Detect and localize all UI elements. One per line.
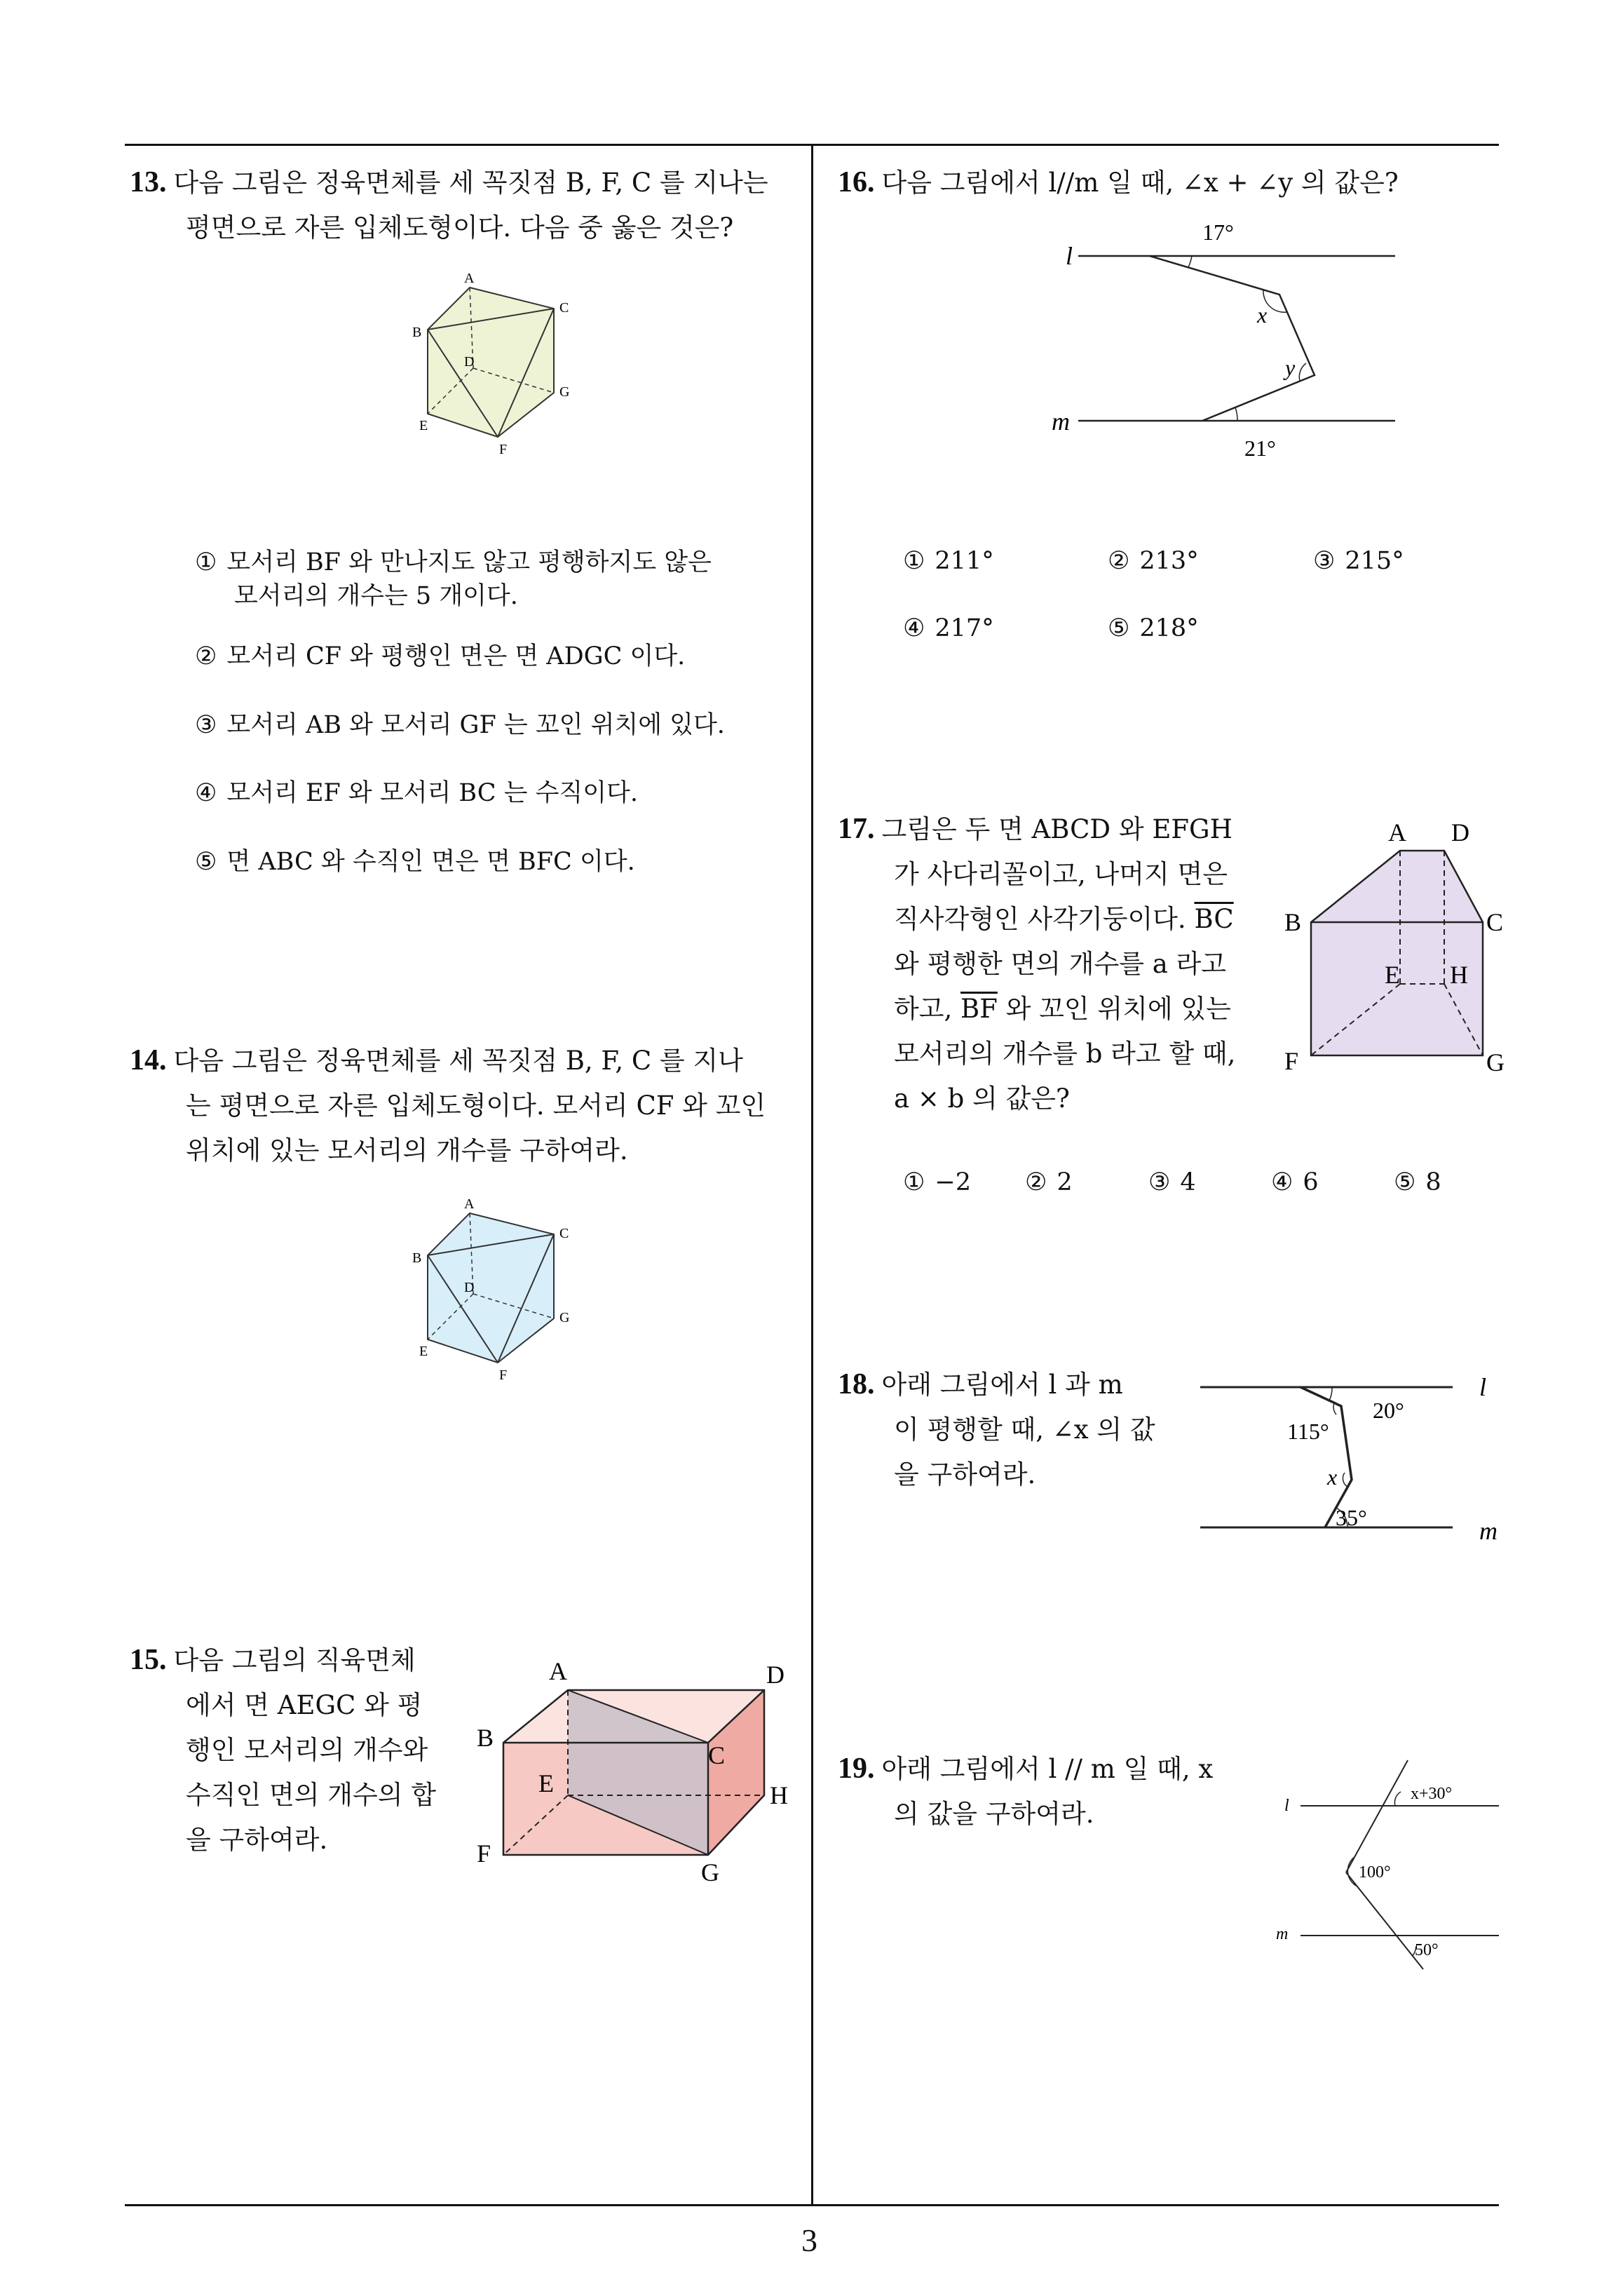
- option-text: 218°: [1139, 614, 1199, 642]
- angle-label: 20°: [1373, 1398, 1404, 1423]
- cube-figure-q14: [407, 1196, 568, 1385]
- question-text: 는 평면으로 자른 입체도형이다. 모서리 CF 와 꼬인: [186, 1090, 766, 1121]
- question-text: [838, 897, 1272, 942]
- vertex-label: A: [464, 271, 475, 286]
- page-number: 3: [801, 2222, 817, 2258]
- option-4[interactable]: [903, 612, 994, 645]
- vertex-label: A: [549, 1657, 567, 1685]
- question-number: 16.: [838, 166, 875, 198]
- parallel-lines-figure-q16: [1052, 214, 1444, 466]
- vertex-label: D: [464, 1280, 475, 1295]
- vertex-label: D: [464, 354, 475, 370]
- question-15: [130, 1637, 466, 1863]
- question-text: a × b 의 값은?: [894, 1083, 1070, 1114]
- question-text: 와 평행한 면의 개수를 a 라고: [894, 949, 1227, 979]
- option-1[interactable]: [903, 1166, 971, 1199]
- question-text: 평면으로 자른 입체도형이다. 다음 중 옳은 것은?: [186, 212, 734, 243]
- option-mark: ⑤: [195, 848, 217, 876]
- option-1[interactable]: [195, 546, 798, 613]
- vertex-label: A: [464, 1196, 475, 1212]
- cube-figure-q13: [407, 270, 568, 459]
- question-text: 아래 그림에서 l // m 일 때, x: [881, 1754, 1214, 1784]
- vertex-label: B: [477, 1724, 494, 1752]
- angle-label: 50°: [1415, 1941, 1439, 1959]
- vertex-label: F: [499, 1368, 508, 1383]
- option-3[interactable]: [1313, 544, 1404, 578]
- option-text: 모서리 AB 와 모서리 GF 는 꼬인 위치에 있다.: [226, 711, 725, 739]
- question-text: 위치에 있는 모서리의 개수를 구하여라.: [186, 1135, 628, 1166]
- vertex-label: E: [419, 1344, 428, 1359]
- question-text: 다음 그림에서 l//m 일 때, ∠x + ∠y 의 값은?: [881, 168, 1399, 198]
- angle-arc: [1329, 1387, 1332, 1400]
- angle-arc: [1188, 256, 1192, 267]
- vertex-label: B: [412, 325, 422, 340]
- option-2[interactable]: [1108, 544, 1199, 578]
- angle-label: 35°: [1336, 1505, 1367, 1530]
- option-text: 213°: [1139, 547, 1199, 575]
- option-2[interactable]: [1025, 1166, 1073, 1199]
- question-text: 의 값을 구하여라.: [894, 1799, 1094, 1829]
- option-mark: ①: [903, 1168, 925, 1196]
- angle-label: x: [1257, 302, 1268, 327]
- vertex-label: E: [419, 418, 428, 433]
- line-label: l: [1479, 1373, 1487, 1401]
- question-number: 19.: [838, 1753, 875, 1785]
- question-text: 아래 그림에서 l 과 m: [881, 1370, 1123, 1400]
- bottom-rule: [125, 2204, 1499, 2206]
- option-text: 모서리 BF 와 만나지도 않고 평행하지도 않은: [226, 548, 712, 576]
- vertex-label: F: [499, 442, 508, 457]
- question-number: 17.: [838, 813, 875, 845]
- option-2[interactable]: [195, 640, 685, 673]
- question-number: 18.: [838, 1368, 875, 1400]
- option-text: 모서리 CF 와 평행인 면은 면 ADGC 이다.: [226, 642, 686, 670]
- question-text: 행인 모서리의 개수와: [186, 1735, 428, 1765]
- parallel-lines-figure-q18: [1199, 1368, 1514, 1550]
- option-mark: ⑤: [1394, 1168, 1416, 1196]
- option-text: 8: [1425, 1168, 1441, 1196]
- vertex-label: H: [1450, 961, 1468, 989]
- option-text: 211°: [935, 547, 994, 575]
- option-3[interactable]: [195, 708, 725, 742]
- angle-label: 21°: [1244, 435, 1276, 461]
- option-text: 2: [1057, 1168, 1073, 1196]
- segment-bf: $\overline{BF}$: [960, 994, 998, 1024]
- vertex-label: C: [1486, 908, 1504, 936]
- option-mark: ④: [195, 779, 217, 807]
- option-text: 6: [1303, 1168, 1319, 1196]
- option-mark: ④: [903, 614, 925, 642]
- parallel-lines-figure-q19: [1276, 1746, 1507, 1971]
- option-mark: ⑤: [1108, 614, 1130, 642]
- question-text: 그림은 두 면 ABCD 와 EFGH: [881, 814, 1232, 844]
- option-text: 215°: [1345, 547, 1404, 575]
- option-mark: ③: [1148, 1168, 1171, 1196]
- question-number: 13.: [130, 166, 167, 198]
- question-17: [838, 806, 1272, 1121]
- option-mark: ③: [195, 711, 217, 739]
- option-text: 모서리 EF 와 모서리 BC 는 수직이다.: [226, 779, 638, 807]
- option-mark: ①: [903, 547, 925, 575]
- option-4[interactable]: [1271, 1166, 1319, 1199]
- option-text: −2: [935, 1168, 971, 1196]
- vertex-label: B: [412, 1250, 422, 1266]
- question-13: [130, 160, 803, 250]
- angle-arc: [1333, 1403, 1336, 1414]
- question-text: 수직인 면의 개수의 합: [186, 1780, 436, 1810]
- question-text: 직사각형인 사각기둥이다.: [894, 904, 1186, 934]
- option-5[interactable]: [1394, 1166, 1441, 1199]
- question-18: [838, 1362, 1188, 1497]
- question-text: 을 구하여라.: [186, 1825, 328, 1855]
- vertex-label: E: [1385, 961, 1400, 989]
- option-mark: ③: [1313, 547, 1336, 575]
- angle-arc: [1235, 407, 1237, 421]
- option-mark: ②: [1108, 547, 1130, 575]
- zigzag: [1150, 256, 1315, 421]
- angle-arc: [1394, 1792, 1401, 1806]
- option-mark: ②: [195, 642, 217, 670]
- angle-label: y: [1285, 355, 1296, 380]
- prism-fill: [1311, 851, 1483, 1055]
- vertex-label: C: [708, 1741, 726, 1769]
- question-text: 가 사다리꼴이고, 나머지 면은: [894, 859, 1228, 889]
- question-text: 다음 그림의 직육면체: [173, 1645, 416, 1675]
- question-text: 다음 그림은 정육면체를 세 꼭짓점 B, F, C 를 지나는: [173, 168, 768, 198]
- question-number: 15.: [130, 1644, 167, 1676]
- option-mark: ①: [195, 548, 217, 576]
- option-text: 217°: [935, 614, 994, 642]
- line-label: m: [1052, 407, 1070, 435]
- question-14: [130, 1038, 803, 1173]
- vertex-label: E: [538, 1769, 554, 1797]
- vertex-label: A: [1388, 818, 1406, 846]
- vertex-label: C: [559, 300, 569, 316]
- vertex-label: D: [766, 1661, 785, 1689]
- question-19: [838, 1746, 1272, 1837]
- angle-label: 100°: [1359, 1863, 1391, 1882]
- line-label: m: [1276, 1925, 1289, 1943]
- option-5[interactable]: [195, 845, 635, 879]
- vertex-label: G: [1486, 1048, 1505, 1076]
- vertex-label: G: [701, 1858, 719, 1886]
- option-text: 4: [1180, 1168, 1196, 1196]
- transversal: [1346, 1760, 1408, 1872]
- question-text: 에서 면 AEGC 와 평: [186, 1690, 423, 1720]
- transversal: [1346, 1872, 1423, 1969]
- prism-figure-q17: [1283, 817, 1514, 1076]
- line-label: l: [1066, 242, 1073, 270]
- angle-arc: [1343, 1473, 1347, 1487]
- question-text: [838, 987, 1272, 1032]
- option-text: 면 ABC 와 수직인 면은 면 BFC 이다.: [226, 848, 635, 876]
- question-text: 이 평행할 때, ∠x 의 값: [894, 1414, 1155, 1445]
- option-1[interactable]: [903, 544, 994, 578]
- question-text: 을 구하여라.: [894, 1459, 1036, 1490]
- question-16: [838, 160, 1490, 205]
- vertex-label: C: [559, 1226, 569, 1241]
- question-number: 14.: [130, 1044, 167, 1076]
- angle-label: 115°: [1287, 1419, 1329, 1444]
- option-4[interactable]: [195, 776, 638, 810]
- option-mark: ②: [1025, 1168, 1047, 1196]
- angle-label: x: [1327, 1464, 1338, 1490]
- angle-label: 17°: [1202, 220, 1234, 245]
- vertex-label: G: [559, 1310, 570, 1325]
- line-label: m: [1479, 1517, 1498, 1545]
- option-5[interactable]: [1108, 612, 1199, 645]
- segment-bc: $\overline{BC}$: [1194, 904, 1234, 934]
- question-text: 모서리의 개수를 b 라고 할 때,: [894, 1039, 1236, 1069]
- angle-label: x+30°: [1411, 1785, 1453, 1803]
- vertex-label: D: [1451, 818, 1469, 846]
- option-3[interactable]: [1148, 1166, 1196, 1199]
- line-label: l: [1284, 1797, 1289, 1815]
- question-text: 와 꼬인 위치에 있는: [1005, 994, 1231, 1024]
- question-text: 다음 그림은 정육면체를 세 꼭짓점 B, F, C 를 지나: [173, 1046, 743, 1076]
- vertex-label: H: [770, 1781, 788, 1809]
- vertex-label: G: [559, 384, 570, 400]
- question-text: 하고,: [894, 994, 953, 1024]
- cuboid-figure-q15: [477, 1655, 792, 1886]
- vertex-label: F: [1284, 1047, 1299, 1075]
- option-text: 모서리의 개수는 5 개이다.: [234, 582, 518, 610]
- option-mark: ④: [1271, 1168, 1293, 1196]
- vertex-label: F: [477, 1839, 491, 1868]
- column-divider: [811, 144, 813, 2206]
- vertex-label: B: [1284, 908, 1302, 936]
